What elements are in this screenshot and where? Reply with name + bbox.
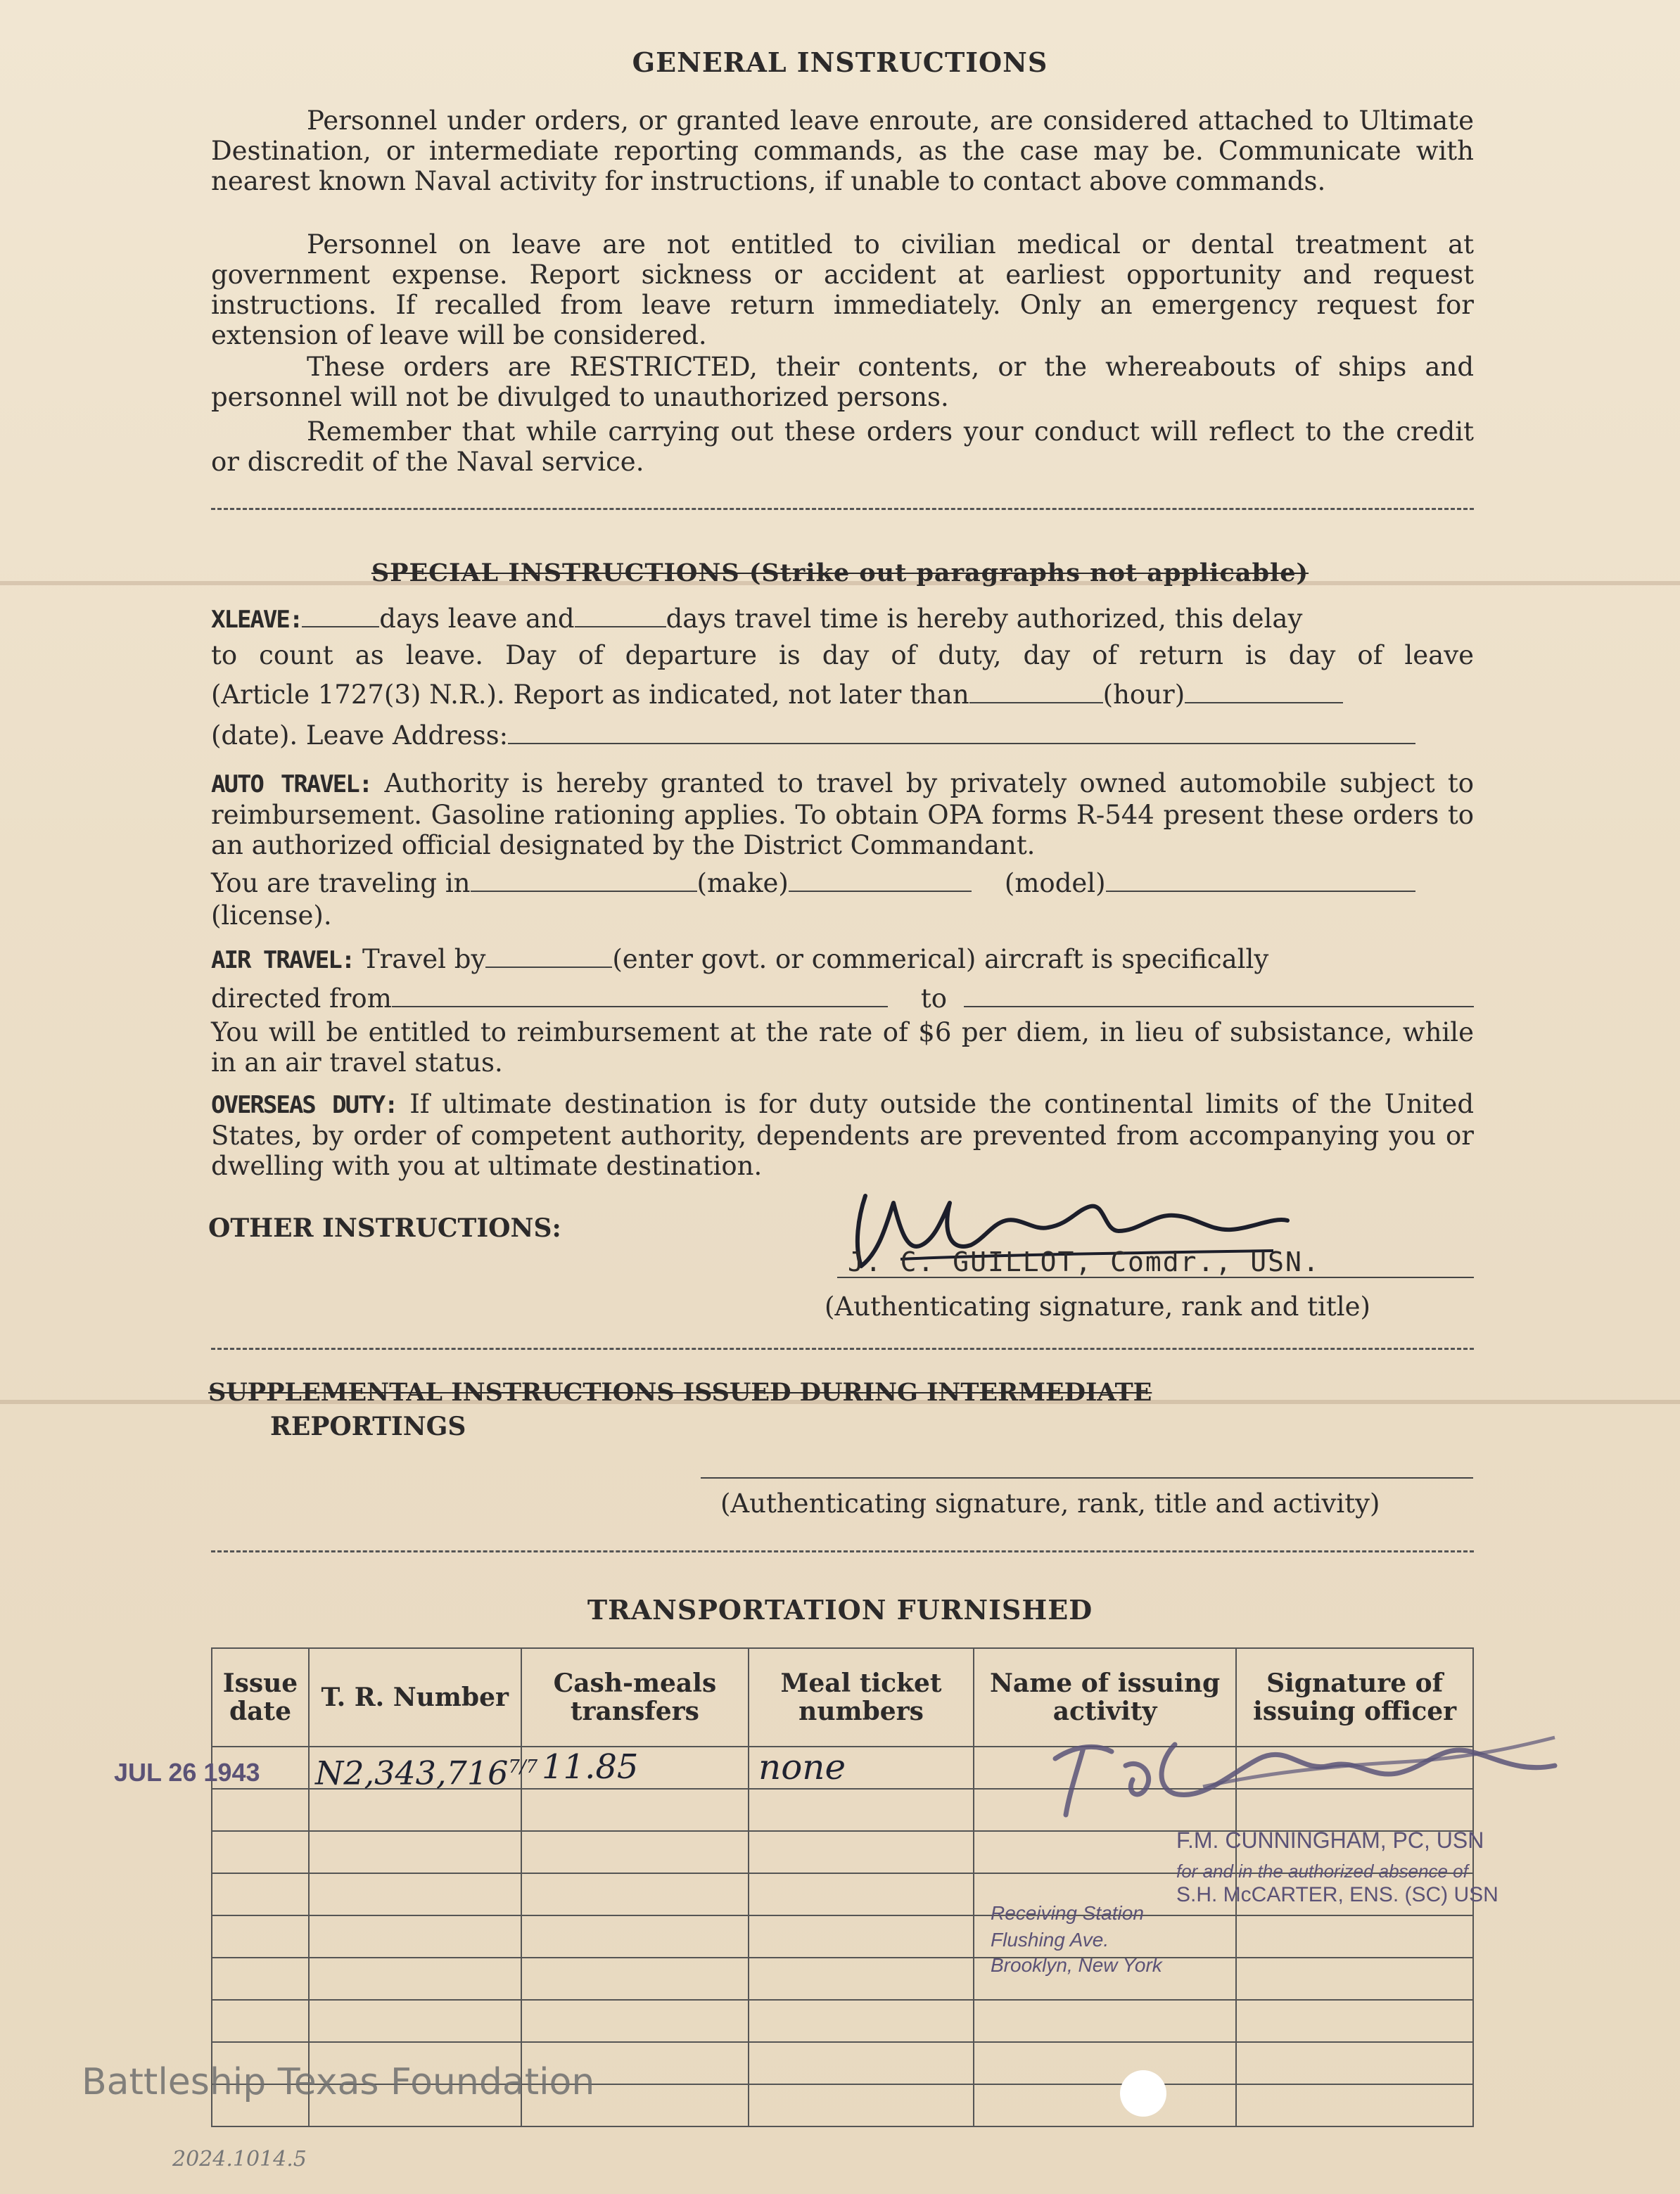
leave-text-b: days travel time is hereby authorized, this delay xyxy=(666,604,1303,634)
model-blank xyxy=(789,869,972,892)
overseas-text: If ultimate destination is for duty outside the continental limits of the United States, by order of competent authority, dependents are prevented from accompanying you or dwelling with you at ultimate destination. xyxy=(211,1089,1475,1181)
tr-number-handwritten xyxy=(315,1752,538,1792)
stamp-station-1: Receiving Station xyxy=(991,1902,1144,1924)
tr-number-suffix: 7/7 xyxy=(508,1756,538,1778)
supplemental-title-line2: REPORTINGS xyxy=(270,1412,466,1441)
supplemental-title xyxy=(208,1377,1152,1408)
leave-line-3 xyxy=(211,680,1343,710)
general-paragraph-1: Personnel under orders, or granted leave enroute, are considered attached to Ultimate Destination, or intermediate reporting commands, as the case may be. Communicate with nearest known Naval activity for instructions, if unable to contact above commands. xyxy=(211,106,1474,196)
travel-days-blank xyxy=(575,605,666,627)
leave-address-label: (date). Leave Address: xyxy=(211,720,509,751)
make-label: (make) xyxy=(696,868,789,898)
col-issuing-officer: Signature of issuing officer xyxy=(1236,1648,1473,1747)
struck-air-label: AIR TRAVEL: xyxy=(211,946,355,974)
general-instructions-title: GENERAL INSTRUCTIONS xyxy=(632,46,1048,78)
col-tr-number: T. R. Number xyxy=(309,1648,521,1747)
authenticating-caption: (Authenticating signature, rank and title) xyxy=(825,1291,1370,1322)
special-instructions-title: SPECIAL INSTRUCTIONS (Strike out paragraphs not applicable) xyxy=(371,559,1309,587)
general-paragraph-3: These orders are RESTRICTED, their contents, or the whereabouts of ships and personnel will not be divulged to unauthorized persons. xyxy=(211,352,1474,412)
foundation-watermark: Battleship Texas Foundation xyxy=(82,2061,595,2103)
leave-text-c: (Article 1727(3) N.R.). Report as indicated, not later than xyxy=(211,680,969,710)
hour-label: (hour) xyxy=(1102,680,1185,710)
supplemental-signature-line xyxy=(701,1477,1473,1479)
supplemental-title-line1: SUPPLEMENTAL INSTRUCTIONS ISSUED DURING INTERMEDIATE xyxy=(208,1378,1152,1407)
travel-by-label: Travel by xyxy=(362,944,486,974)
table-row xyxy=(212,1915,1473,1958)
cunningham-signature xyxy=(1034,1716,1569,1822)
stamp-station-3: Brooklyn, New York xyxy=(991,1954,1162,1976)
meal-ticket-handwritten: none xyxy=(758,1747,846,1787)
section-divider xyxy=(211,508,1474,510)
general-paragraph-4: Remember that while carrying out these orders your conduct will reflect to the credit or discredit of the Naval service. xyxy=(211,416,1474,477)
to-label: to xyxy=(920,983,947,1014)
signature-line xyxy=(837,1277,1474,1278)
struck-leave-label: XLEAVE: xyxy=(211,606,303,634)
stamp-officer-name: F.M. CUNNINGHAM, PC, USN xyxy=(1176,1828,1484,1853)
leave-line-4 xyxy=(211,720,1415,751)
auto-line-3: (license). xyxy=(211,900,332,931)
issue-date-stamp: JUL 26 1943 xyxy=(114,1758,260,1787)
aircraft-type-blank xyxy=(485,945,612,968)
air-line-2 xyxy=(211,983,1474,1014)
from-blank xyxy=(392,985,888,1007)
tr-number-value: N2,343,716 xyxy=(315,1754,509,1792)
section-divider-3 xyxy=(211,1550,1474,1552)
overseas-paragraph xyxy=(211,1089,1474,1181)
directed-from-label: directed from xyxy=(211,983,392,1014)
auto-line-2 xyxy=(211,868,1415,899)
air-reimbursement-text: You will be entitled to reimbursement at the rate of $6 per diem, in lieu of subsistance, while in an air travel status. xyxy=(211,1017,1474,1078)
cash-meals-handwritten: 11.85 xyxy=(542,1747,639,1787)
transportation-title: TRANSPORTATION FURNISHED xyxy=(587,1594,1093,1626)
make-blank xyxy=(471,869,697,892)
other-instructions-label: OTHER INSTRUCTIONS: xyxy=(208,1213,561,1243)
col-issuing-activity: Name of issuing activity xyxy=(974,1648,1236,1747)
col-meal-ticket: Meal ticket numbers xyxy=(749,1648,974,1747)
table-row xyxy=(212,1958,1473,2000)
catalog-number: 2024.1014.5 xyxy=(172,2147,307,2171)
struck-auto-label: AUTO TRAVEL: xyxy=(211,770,372,798)
leave-line-2: to count as leave. Day of departure is day of duty, day of return is day of leave xyxy=(211,640,1474,670)
stamp-station-2: Flushing Ave. xyxy=(991,1929,1109,1951)
leave-address-blank xyxy=(508,722,1415,744)
air-text-b: (enter govt. or commerical) aircraft is specifically xyxy=(612,944,1269,974)
license-blank xyxy=(1106,869,1415,892)
col-cash-meals: Cash-meals transfers xyxy=(521,1648,749,1747)
model-label: (model) xyxy=(1004,868,1106,898)
general-paragraph-2: Personnel on leave are not entitled to civilian medical or dental treatment at government expense. Report sickness or accident at earliest opportunity and request instructions. If recalled from leave return immediately. Only an emergency request for extension of leave will be considered. xyxy=(211,229,1474,350)
date-blank xyxy=(1185,681,1343,703)
leave-line-1 xyxy=(211,604,1302,635)
leave-text-a: days leave and xyxy=(379,604,575,634)
struck-overseas-label: OVERSEAS DUTY: xyxy=(211,1091,397,1119)
stamp-for-line: for and in the authorized absence of xyxy=(1176,1861,1468,1882)
to-blank xyxy=(964,985,1474,1007)
table-row xyxy=(212,2000,1473,2042)
air-line-1 xyxy=(211,944,1268,976)
stamp-officer2: S.H. McCARTER, ENS. (SC) USN xyxy=(1176,1883,1498,1906)
leave-days-blank xyxy=(302,605,379,627)
auto-travel-paragraph xyxy=(211,768,1474,860)
hour-blank xyxy=(969,681,1103,703)
punch-hole xyxy=(1120,2070,1166,2117)
section-divider-2 xyxy=(211,1348,1474,1350)
signer-name: J. C. GUILLOT, Comdr., USN. xyxy=(848,1246,1321,1277)
auto-travel-text: Authority is hereby granted to travel by privately owned automobile subject to reimbursement. Gasoline rationing applies. To obtain OPA forms R-544 present these orders to an authorized official designated by the District Commandant. xyxy=(211,768,1474,860)
supplemental-caption: (Authenticating signature, rank, title and activity) xyxy=(720,1488,1380,1519)
col-issue-date: Issue date xyxy=(212,1648,309,1747)
traveling-in-label: You are traveling in xyxy=(211,868,471,898)
